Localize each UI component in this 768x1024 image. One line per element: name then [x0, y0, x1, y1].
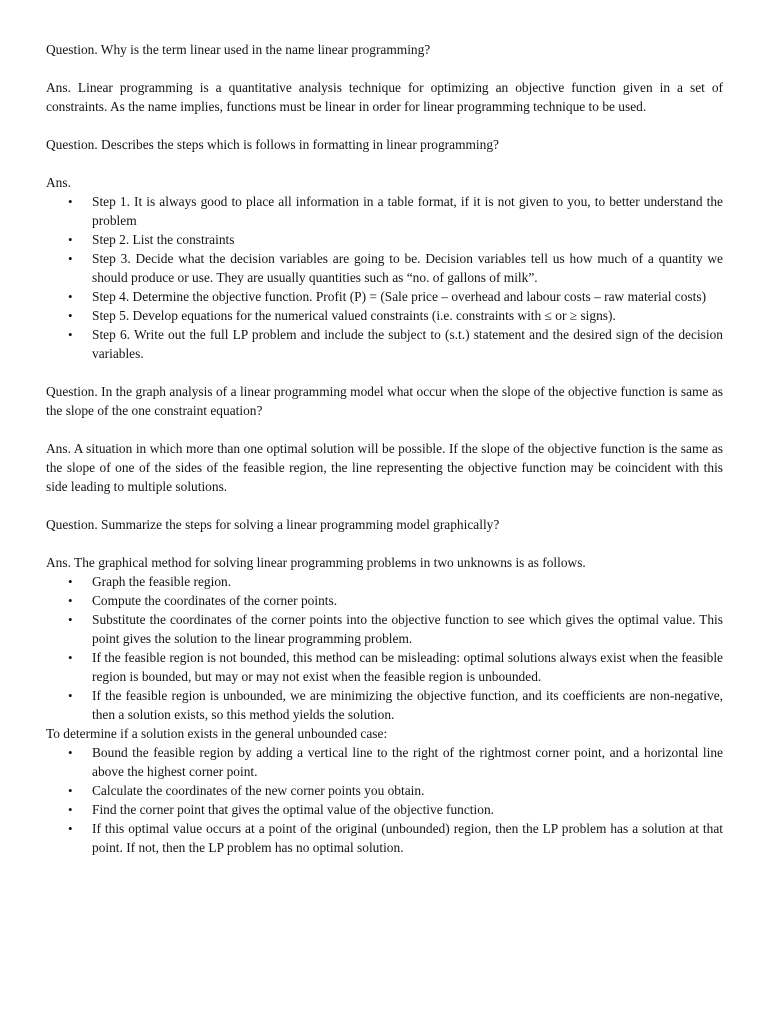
question-2: Question. Describes the steps which is follows in formatting in linear programming? — [46, 137, 499, 152]
list-item-text: If the feasible region is not bounded, this method can be misleading: optimal solutions always exist when the feasible region is bounded, but may or may not exist when the feasible region is unbounded. — [92, 650, 723, 684]
spacer — [46, 59, 723, 78]
list-item — [46, 781, 723, 800]
spacer — [46, 496, 723, 515]
bullet-icon: • — [68, 308, 73, 323]
list-item-text: Step 5. Develop equations for the numerical valued constraints (i.e. constraints with ≤ or ≥ signs). — [92, 308, 616, 323]
answer-4-intro: Ans. The graphical method for solving linear programming problems in two unknowns is as follows. — [46, 555, 586, 570]
list-item — [46, 572, 723, 591]
unbounded-case-intro: To determine if a solution exists in the general unbounded case: — [46, 726, 388, 741]
document-page — [46, 40, 723, 857]
spacer — [46, 534, 723, 553]
spacer — [46, 116, 723, 135]
list-item-text: Calculate the coordinates of the new corner points you obtain. — [92, 783, 425, 798]
list-item-text: Step 1. It is always good to place all information in a table format, if it is not given to you, to better understand the problem — [92, 194, 723, 228]
question-3: Question. In the graph analysis of a linear programming model what occur when the slope of the objective function is same as the slope of the one constraint equation? — [46, 384, 723, 418]
bullet-icon: • — [68, 688, 73, 703]
bullet-icon: • — [68, 194, 73, 209]
list-item-text: Step 3. Decide what the decision variables are going to be. Decision variables tell us how much of a quantity we should produce or use. They are usually quantities such as “no. of gallons of milk”. — [92, 251, 723, 285]
list-item-text: Substitute the coordinates of the corner points into the objective function to see which gives the optimal value. This point gives the solution to the linear programming problem. — [92, 612, 723, 646]
formulation-steps-list — [46, 192, 723, 363]
bullet-icon: • — [68, 327, 73, 342]
list-item — [46, 743, 723, 781]
question-1: Question. Why is the term linear used in the name linear programming? — [46, 42, 431, 57]
list-item — [46, 686, 723, 724]
list-item — [46, 306, 723, 325]
list-item-text: Compute the coordinates of the corner points. — [92, 593, 338, 608]
bullet-icon: • — [68, 289, 73, 304]
bullet-icon: • — [68, 650, 73, 665]
list-item-text: Find the corner point that gives the optimal value of the objective function. — [92, 802, 494, 817]
list-item — [46, 648, 723, 686]
bullet-icon: • — [68, 802, 73, 817]
list-item — [46, 819, 723, 857]
list-item — [46, 591, 723, 610]
bullet-icon: • — [68, 821, 73, 836]
question-4: Question. Summarize the steps for solving a linear programming model graphically? — [46, 517, 500, 532]
bullet-icon: • — [68, 574, 73, 589]
list-item — [46, 192, 723, 230]
spacer — [46, 154, 723, 173]
spacer — [46, 363, 723, 382]
bullet-icon: • — [68, 745, 73, 760]
list-item — [46, 610, 723, 648]
list-item-text: If this optimal value occurs at a point of the original (unbounded) region, then the LP problem has a solution at that point. If not, then the LP problem has no optimal solution. — [92, 821, 723, 855]
list-item — [46, 287, 723, 306]
bullet-icon: • — [68, 612, 73, 627]
answer-3: Ans. A situation in which more than one optimal solution will be possible. If the slope of the objective function is the same as the slope of one of the sides of the feasible region, the line representing the objective function may be coincident with this side leading to multiple solutions. — [46, 441, 723, 494]
list-item-text: If the feasible region is unbounded, we are minimizing the objective function, and its coefficients are non-negative, then a solution exists, so this method yields the solution. — [92, 688, 723, 722]
list-item-text: Bound the feasible region by adding a vertical line to the right of the rightmost corner point, and a horizontal line above the highest corner point. — [92, 745, 723, 779]
spacer — [46, 420, 723, 439]
unbounded-case-steps-list — [46, 743, 723, 857]
list-item — [46, 249, 723, 287]
list-item-text: Step 4. Determine the objective function. Profit (P) = (Sale price – overhead and labour costs – raw material costs) — [92, 289, 707, 304]
list-item-text: Step 2. List the constraints — [92, 232, 235, 247]
list-item-text: Graph the feasible region. — [92, 574, 232, 589]
list-item-text: Step 6. Write out the full LP problem and include the subject to (s.t.) statement and the desired sign of the decision variables. — [92, 327, 723, 361]
bullet-icon: • — [68, 783, 73, 798]
bullet-icon: • — [68, 232, 73, 247]
answer-1: Ans. Linear programming is a quantitative analysis technique for optimizing an objective function given in a set of constraints. As the name implies, functions must be linear in order for linear programming technique to be used. — [46, 80, 723, 114]
answer-2-label: Ans. — [46, 175, 71, 190]
bullet-icon: • — [68, 593, 73, 608]
graphical-method-steps-list — [46, 572, 723, 724]
list-item — [46, 325, 723, 363]
list-item — [46, 230, 723, 249]
list-item — [46, 800, 723, 819]
bullet-icon: • — [68, 251, 73, 266]
